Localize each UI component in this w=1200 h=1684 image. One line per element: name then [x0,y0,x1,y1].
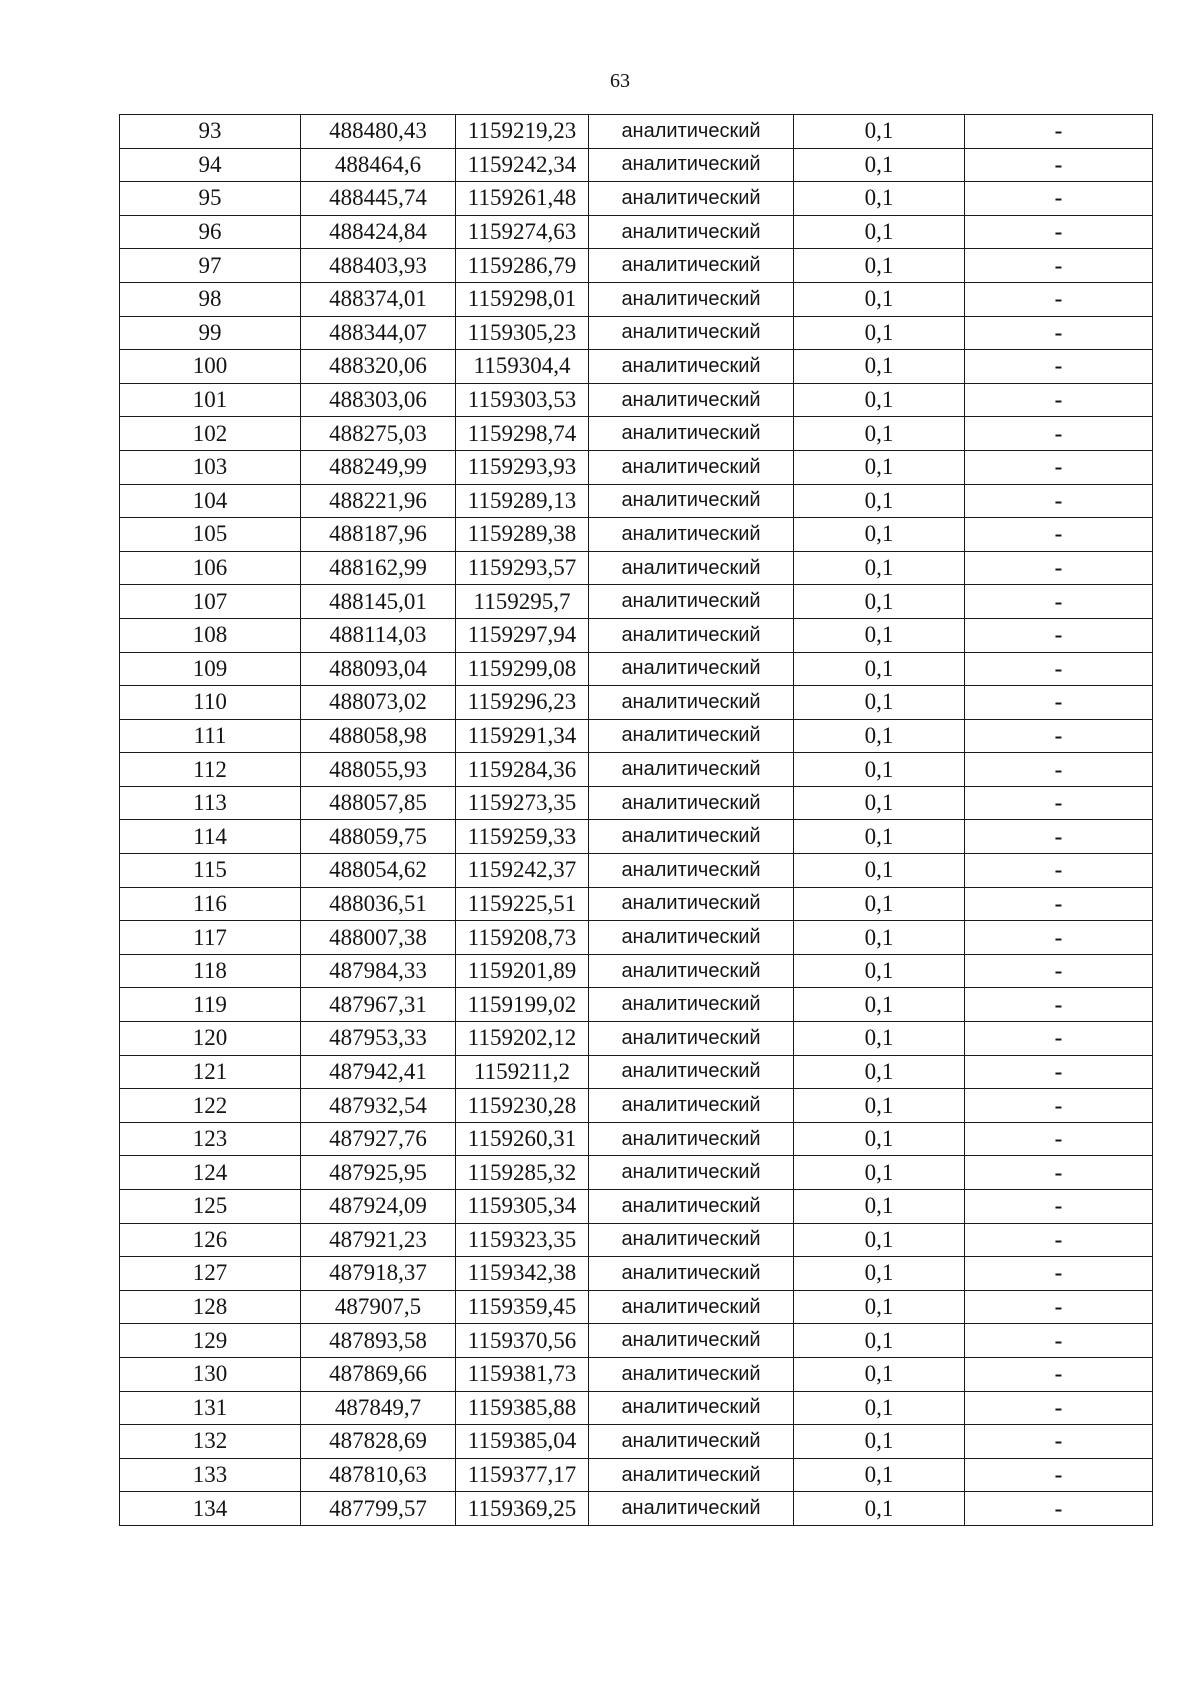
method-cell: аналитический [589,182,794,216]
y-coordinate-cell: 1159242,37 [456,854,589,888]
x-coordinate-cell: 488320,06 [301,350,456,384]
y-coordinate-cell: 1159370,56 [456,1324,589,1358]
error-value-cell: 0,1 [794,1190,965,1224]
point-number-cell: 93 [120,115,301,149]
point-number-cell: 107 [120,585,301,619]
y-coordinate-cell: 1159202,12 [456,1022,589,1056]
x-coordinate-cell: 487932,54 [301,1089,456,1123]
error-value-cell: 0,1 [794,148,965,182]
y-coordinate-cell: 1159285,32 [456,1156,589,1190]
method-cell: аналитический [589,887,794,921]
note-cell: - [965,1122,1153,1156]
table-row [120,1492,1153,1526]
y-coordinate-cell: 1159305,23 [456,316,589,350]
y-coordinate-cell: 1159284,36 [456,753,589,787]
x-coordinate-cell: 488403,93 [301,249,456,283]
point-number-cell: 104 [120,484,301,518]
error-value-cell: 0,1 [794,551,965,585]
point-number-cell: 127 [120,1257,301,1291]
x-coordinate-cell: 488114,03 [301,618,456,652]
error-value-cell: 0,1 [794,652,965,686]
error-value-cell: 0,1 [794,1290,965,1324]
x-coordinate-cell: 487907,5 [301,1290,456,1324]
x-coordinate-cell: 487967,31 [301,988,456,1022]
table-row [120,1190,1153,1224]
point-number-cell: 124 [120,1156,301,1190]
x-coordinate-cell: 488480,43 [301,115,456,149]
x-coordinate-cell: 488058,98 [301,719,456,753]
error-value-cell: 0,1 [794,282,965,316]
error-value-cell: 0,1 [794,1458,965,1492]
note-cell: - [965,1223,1153,1257]
note-cell: - [965,350,1153,384]
table-row [120,182,1153,216]
table-row [120,585,1153,619]
y-coordinate-cell: 1159230,28 [456,1089,589,1123]
note-cell: - [965,518,1153,552]
x-coordinate-cell: 488187,96 [301,518,456,552]
note-cell: - [965,753,1153,787]
x-coordinate-cell: 487810,63 [301,1458,456,1492]
x-coordinate-cell: 487918,37 [301,1257,456,1291]
method-cell: аналитический [589,753,794,787]
y-coordinate-cell: 1159273,35 [456,786,589,820]
y-coordinate-cell: 1159259,33 [456,820,589,854]
y-coordinate-cell: 1159295,7 [456,585,589,619]
method-cell: аналитический [589,115,794,149]
error-value-cell: 0,1 [794,820,965,854]
y-coordinate-cell: 1159293,57 [456,551,589,585]
y-coordinate-cell: 1159286,79 [456,249,589,283]
table-row [120,1324,1153,1358]
x-coordinate-cell: 488162,99 [301,551,456,585]
method-cell: аналитический [589,1223,794,1257]
method-cell: аналитический [589,450,794,484]
y-coordinate-cell: 1159219,23 [456,115,589,149]
error-value-cell: 0,1 [794,249,965,283]
x-coordinate-cell: 488145,01 [301,585,456,619]
error-value-cell: 0,1 [794,182,965,216]
method-cell: аналитический [589,316,794,350]
table-row [120,954,1153,988]
table-row [120,148,1153,182]
y-coordinate-cell: 1159260,31 [456,1122,589,1156]
error-value-cell: 0,1 [794,921,965,955]
table-row [120,484,1153,518]
point-number-cell: 97 [120,249,301,283]
note-cell: - [965,887,1153,921]
point-number-cell: 120 [120,1022,301,1056]
y-coordinate-cell: 1159323,35 [456,1223,589,1257]
method-cell: аналитический [589,1492,794,1526]
table-row [120,383,1153,417]
method-cell: аналитический [589,417,794,451]
note-cell: - [965,115,1153,149]
table-row [120,1156,1153,1190]
method-cell: аналитический [589,652,794,686]
x-coordinate-cell: 488073,02 [301,686,456,720]
point-number-cell: 129 [120,1324,301,1358]
note-cell: - [965,316,1153,350]
y-coordinate-cell: 1159298,01 [456,282,589,316]
y-coordinate-cell: 1159381,73 [456,1357,589,1391]
method-cell: аналитический [589,1122,794,1156]
method-cell: аналитический [589,518,794,552]
error-value-cell: 0,1 [794,417,965,451]
method-cell: аналитический [589,1089,794,1123]
method-cell: аналитический [589,1055,794,1089]
note-cell: - [965,1357,1153,1391]
point-number-cell: 105 [120,518,301,552]
y-coordinate-cell: 1159304,4 [456,350,589,384]
table-row [120,282,1153,316]
y-coordinate-cell: 1159342,38 [456,1257,589,1291]
x-coordinate-cell: 487893,58 [301,1324,456,1358]
table-row [120,417,1153,451]
table-row [120,652,1153,686]
error-value-cell: 0,1 [794,1257,965,1291]
method-cell: аналитический [589,988,794,1022]
table-row [120,753,1153,787]
point-number-cell: 126 [120,1223,301,1257]
note-cell: - [965,854,1153,888]
note-cell: - [965,417,1153,451]
error-value-cell: 0,1 [794,1391,965,1425]
error-value-cell: 0,1 [794,484,965,518]
point-number-cell: 96 [120,215,301,249]
error-value-cell: 0,1 [794,450,965,484]
x-coordinate-cell: 488374,01 [301,282,456,316]
x-coordinate-cell: 488249,99 [301,450,456,484]
x-coordinate-cell: 488424,84 [301,215,456,249]
y-coordinate-cell: 1159385,04 [456,1425,589,1459]
note-cell: - [965,1458,1153,1492]
error-value-cell: 0,1 [794,1324,965,1358]
method-cell: аналитический [589,585,794,619]
note-cell: - [965,618,1153,652]
point-number-cell: 132 [120,1425,301,1459]
y-coordinate-cell: 1159385,88 [456,1391,589,1425]
note-cell: - [965,1156,1153,1190]
x-coordinate-cell: 488275,03 [301,417,456,451]
x-coordinate-cell: 487927,76 [301,1122,456,1156]
x-coordinate-cell: 488464,6 [301,148,456,182]
point-number-cell: 128 [120,1290,301,1324]
table-row [120,1122,1153,1156]
table-row [120,618,1153,652]
note-cell: - [965,148,1153,182]
note-cell: - [965,686,1153,720]
point-number-cell: 114 [120,820,301,854]
error-value-cell: 0,1 [794,1156,965,1190]
y-coordinate-cell: 1159377,17 [456,1458,589,1492]
y-coordinate-cell: 1159208,73 [456,921,589,955]
error-value-cell: 0,1 [794,753,965,787]
table-row [120,1257,1153,1291]
x-coordinate-cell: 487925,95 [301,1156,456,1190]
point-number-cell: 112 [120,753,301,787]
x-coordinate-cell: 487869,66 [301,1357,456,1391]
table-row [120,719,1153,753]
page-number: 63 [610,70,630,92]
note-cell: - [965,1492,1153,1526]
y-coordinate-cell: 1159261,48 [456,182,589,216]
error-value-cell: 0,1 [794,1055,965,1089]
point-number-cell: 103 [120,450,301,484]
table-row [120,1089,1153,1123]
y-coordinate-cell: 1159225,51 [456,887,589,921]
method-cell: аналитический [589,484,794,518]
method-cell: аналитический [589,148,794,182]
y-coordinate-cell: 1159289,13 [456,484,589,518]
point-number-cell: 121 [120,1055,301,1089]
table-row [120,1391,1153,1425]
point-number-cell: 94 [120,148,301,182]
note-cell: - [965,182,1153,216]
y-coordinate-cell: 1159359,45 [456,1290,589,1324]
error-value-cell: 0,1 [794,786,965,820]
note-cell: - [965,585,1153,619]
x-coordinate-cell: 488303,06 [301,383,456,417]
note-cell: - [965,450,1153,484]
x-coordinate-cell: 487828,69 [301,1425,456,1459]
point-number-cell: 113 [120,786,301,820]
method-cell: аналитический [589,383,794,417]
table-row [120,1357,1153,1391]
note-cell: - [965,988,1153,1022]
note-cell: - [965,249,1153,283]
method-cell: аналитический [589,1190,794,1224]
table-row [120,518,1153,552]
point-number-cell: 118 [120,954,301,988]
table-row [120,988,1153,1022]
method-cell: аналитический [589,1391,794,1425]
table-row [120,786,1153,820]
x-coordinate-cell: 488059,75 [301,820,456,854]
x-coordinate-cell: 488054,62 [301,854,456,888]
error-value-cell: 0,1 [794,887,965,921]
point-number-cell: 101 [120,383,301,417]
method-cell: аналитический [589,350,794,384]
method-cell: аналитический [589,618,794,652]
point-number-cell: 109 [120,652,301,686]
note-cell: - [965,1324,1153,1358]
y-coordinate-cell: 1159211,2 [456,1055,589,1089]
point-number-cell: 123 [120,1122,301,1156]
x-coordinate-cell: 488445,74 [301,182,456,216]
x-coordinate-cell: 488093,04 [301,652,456,686]
x-coordinate-cell: 487953,33 [301,1022,456,1056]
note-cell: - [965,786,1153,820]
note-cell: - [965,1391,1153,1425]
point-number-cell: 98 [120,282,301,316]
table-row [120,551,1153,585]
method-cell: аналитический [589,1357,794,1391]
note-cell: - [965,1425,1153,1459]
error-value-cell: 0,1 [794,719,965,753]
method-cell: аналитический [589,1324,794,1358]
x-coordinate-cell: 488057,85 [301,786,456,820]
table-row [120,686,1153,720]
y-coordinate-cell: 1159297,94 [456,618,589,652]
error-value-cell: 0,1 [794,383,965,417]
point-number-cell: 117 [120,921,301,955]
table-row [120,887,1153,921]
note-cell: - [965,652,1153,686]
table-row [120,1055,1153,1089]
x-coordinate-cell: 488344,07 [301,316,456,350]
point-number-cell: 106 [120,551,301,585]
method-cell: аналитический [589,1022,794,1056]
error-value-cell: 0,1 [794,115,965,149]
error-value-cell: 0,1 [794,1357,965,1391]
error-value-cell: 0,1 [794,350,965,384]
x-coordinate-cell: 488007,38 [301,921,456,955]
note-cell: - [965,921,1153,955]
method-cell: аналитический [589,249,794,283]
x-coordinate-cell: 488221,96 [301,484,456,518]
note-cell: - [965,954,1153,988]
y-coordinate-cell: 1159274,63 [456,215,589,249]
point-number-cell: 110 [120,686,301,720]
note-cell: - [965,1055,1153,1089]
point-number-cell: 125 [120,1190,301,1224]
note-cell: - [965,282,1153,316]
point-number-cell: 108 [120,618,301,652]
point-number-cell: 95 [120,182,301,216]
note-cell: - [965,1190,1153,1224]
note-cell: - [965,551,1153,585]
method-cell: аналитический [589,215,794,249]
note-cell: - [965,484,1153,518]
error-value-cell: 0,1 [794,1223,965,1257]
error-value-cell: 0,1 [794,215,965,249]
error-value-cell: 0,1 [794,1122,965,1156]
table-row [120,820,1153,854]
method-cell: аналитический [589,551,794,585]
method-cell: аналитический [589,1257,794,1291]
table-row [120,450,1153,484]
error-value-cell: 0,1 [794,1089,965,1123]
error-value-cell: 0,1 [794,518,965,552]
table-row [120,215,1153,249]
table-row [120,249,1153,283]
error-value-cell: 0,1 [794,854,965,888]
y-coordinate-cell: 1159199,02 [456,988,589,1022]
x-coordinate-cell: 488055,93 [301,753,456,787]
method-cell: аналитический [589,686,794,720]
x-coordinate-cell: 488036,51 [301,887,456,921]
error-value-cell: 0,1 [794,316,965,350]
point-number-cell: 122 [120,1089,301,1123]
point-number-cell: 130 [120,1357,301,1391]
table-row [120,316,1153,350]
y-coordinate-cell: 1159201,89 [456,954,589,988]
x-coordinate-cell: 487921,23 [301,1223,456,1257]
method-cell: аналитический [589,921,794,955]
table-row [120,1290,1153,1324]
table-row [120,1022,1153,1056]
x-coordinate-cell: 487799,57 [301,1492,456,1526]
point-number-cell: 131 [120,1391,301,1425]
y-coordinate-cell: 1159298,74 [456,417,589,451]
method-cell: аналитический [589,820,794,854]
y-coordinate-cell: 1159296,23 [456,686,589,720]
error-value-cell: 0,1 [794,988,965,1022]
error-value-cell: 0,1 [794,585,965,619]
y-coordinate-cell: 1159291,34 [456,719,589,753]
y-coordinate-cell: 1159289,38 [456,518,589,552]
point-number-cell: 134 [120,1492,301,1526]
method-cell: аналитический [589,282,794,316]
point-number-cell: 100 [120,350,301,384]
point-number-cell: 111 [120,719,301,753]
point-number-cell: 115 [120,854,301,888]
table-row [120,115,1153,149]
method-cell: аналитический [589,786,794,820]
note-cell: - [965,1089,1153,1123]
table-row [120,1458,1153,1492]
y-coordinate-cell: 1159303,53 [456,383,589,417]
method-cell: аналитический [589,1425,794,1459]
x-coordinate-cell: 487942,41 [301,1055,456,1089]
y-coordinate-cell: 1159369,25 [456,1492,589,1526]
method-cell: аналитический [589,954,794,988]
coordinates-table-body [120,115,1153,1526]
note-cell: - [965,383,1153,417]
method-cell: аналитический [589,1156,794,1190]
point-number-cell: 99 [120,316,301,350]
error-value-cell: 0,1 [794,686,965,720]
y-coordinate-cell: 1159242,34 [456,148,589,182]
method-cell: аналитический [589,854,794,888]
table-row [120,350,1153,384]
x-coordinate-cell: 487849,7 [301,1391,456,1425]
point-number-cell: 133 [120,1458,301,1492]
x-coordinate-cell: 487924,09 [301,1190,456,1224]
point-number-cell: 116 [120,887,301,921]
y-coordinate-cell: 1159305,34 [456,1190,589,1224]
error-value-cell: 0,1 [794,1492,965,1526]
table-row [120,921,1153,955]
x-coordinate-cell: 487984,33 [301,954,456,988]
note-cell: - [965,719,1153,753]
note-cell: - [965,1257,1153,1291]
y-coordinate-cell: 1159299,08 [456,652,589,686]
table-row [120,854,1153,888]
table-row [120,1223,1153,1257]
y-coordinate-cell: 1159293,93 [456,450,589,484]
point-number-cell: 102 [120,417,301,451]
error-value-cell: 0,1 [794,1022,965,1056]
error-value-cell: 0,1 [794,1425,965,1459]
note-cell: - [965,215,1153,249]
point-number-cell: 119 [120,988,301,1022]
note-cell: - [965,1290,1153,1324]
method-cell: аналитический [589,1458,794,1492]
method-cell: аналитический [589,1290,794,1324]
error-value-cell: 0,1 [794,618,965,652]
method-cell: аналитический [589,719,794,753]
note-cell: - [965,1022,1153,1056]
table-row [120,1425,1153,1459]
note-cell: - [965,820,1153,854]
error-value-cell: 0,1 [794,954,965,988]
coordinates-table [119,114,1153,1526]
